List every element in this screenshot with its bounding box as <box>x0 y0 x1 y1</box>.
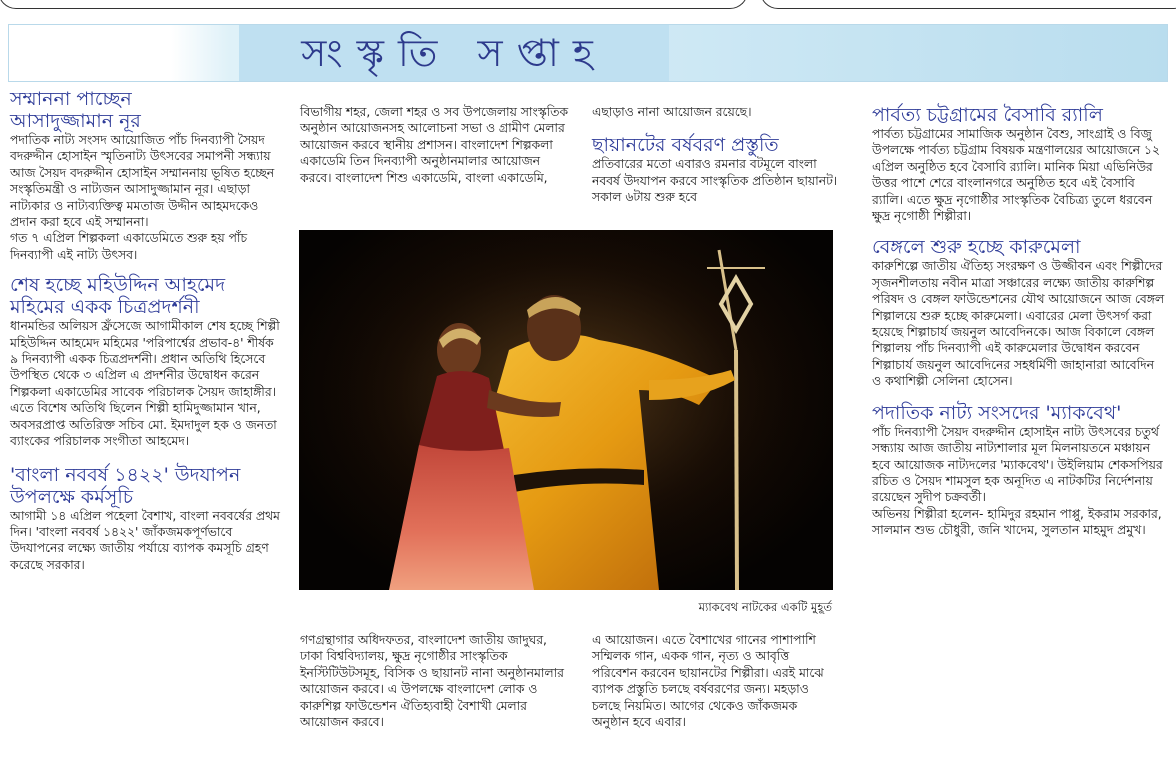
column-1 <box>10 88 280 573</box>
headline-nur-line1: সম্মাননা পাচ্ছেন <box>10 88 132 110</box>
article-nur-body: পদাতিক নাট্য সংসদ আয়োজিত পাঁচ দিনব্যাপী সৈয়দ বদরুদ্দীন হোসাইন স্মৃতিনাট্য উৎসবের সমাপনী সন্ধ্যায় আজ সৈয়দ বদরুদ্দীন হোসাইন সম্মাননায় ভূষিত হচ্ছেন সংস্কৃতিমন্ত্রী ও নাট্যজন আসাদুজ্জামান নূর। এছাড়া নাট্যকার ও নাট্যব্যক্তিত্ব মমতাজ উদ্দীন আহমদকেও প্রদান করা হবে এই সম্মাননা। <box>10 133 275 230</box>
headline-mohim-line1: শেষ হচ্ছে মহিউদ্দিন আহমেদ <box>10 274 226 297</box>
macbeth-stage-illustration <box>299 230 833 590</box>
article-continuation-misc: এছাড়াও নানা আয়োজন রয়েছে। <box>592 105 752 119</box>
column-2-top <box>300 104 572 186</box>
article-continuation-bottom: গণগ্রন্থাগার অধিদফতর, বাংলাদেশ জাতীয় জাদুঘর, ঢাকা বিশ্ববিদ্যালয়, ক্ষুদ্র নৃগোষ্ঠীর সাংস্কৃতিক ইনস্টিটিউটসমূহ, বিসিক ও ছায়ানট নানা অনুষ্ঠানমালার আয়োজন করবে। এ উপলক্ষে বাংলাদেশ লোক ও কারুশিল্প ফাউন্ডেশন ঐতিহ্যবাহী বৈশাখী মেলার আয়োজন করবে। <box>300 633 564 730</box>
article-chhayanaut-body: প্রতিবারের মতো এবারও রমনার বটমূলে বাংলা নববর্ষ উদযাপন করবে সাংস্কৃতিক প্রতিষ্ঠান ছায়ানট। সকাল ৬টায় শুরু হবে <box>592 157 838 205</box>
top-frame-left <box>0 0 748 9</box>
article-continuation-top: বিভাগীয় শহর, জেলা শহর ও সব উপজেলায় সাংস্কৃতিক অনুষ্ঠান আয়োজনসহ আলোচনা সভা ও গ্রামীণ মেলার আয়োজন করবে স্থানীয় প্রশাসন। বাংলাদেশ শিল্পকলা একাডেমি তিন দিনব্যাপী অনুষ্ঠানমালার আয়োজন করবে। বাংলাদেশ শিশু একাডেমি, বাংলা একাডেমি, <box>300 105 568 185</box>
column-3-top <box>592 104 842 206</box>
article-boisabi-body: পার্বত্য চট্টগ্রামের সামাজিক অনুষ্ঠান বৈশু, সাংগ্রাই ও বিজু উপলক্ষে পার্বত্য চট্টগ্রাম বিষয়ক মন্ত্রণালয়ের আয়োজনে ১২ এপ্রিল অনুষ্ঠিত হবে বৈসাবি র‍্যালি। মানিক মিয়া এভিনিউর উত্তর পাশে শেরে বাংলানগরে অনুষ্ঠিত হবে এই বৈসাবি র‍্যালি। এতে ক্ষুদ্র নৃগোষ্ঠীর সাংস্কৃতিক বৈচিত্র্য তুলে ধরবেন ক্ষুদ্র নৃগোষ্ঠী শিল্পীরা। <box>872 127 1160 224</box>
article-noboborsho-body: আগামী ১৪ এপ্রিল পহেলা বৈশাখ, বাংলা নববর্ষের প্রথম দিন। 'বাংলা নববর্ষ ১৪২২' জাঁকজমকপূর্ণভাবে উদযাপনের লক্ষ্যে জাতীয় পর্যায়ে ব্যাপক কমসূচি গ্রহণ করেছে সরকার। <box>10 508 280 572</box>
macbeth-photo <box>299 230 833 590</box>
column-4 <box>872 104 1166 539</box>
column-3-bottom <box>592 632 832 730</box>
article-nur-body-2: গত ৭ এপ্রিল শিল্পকলা একাডেমিতে শুরু হয় পাঁচ দিনব্যাপী এই নাট্য উৎসব। <box>10 231 248 262</box>
top-frame-right <box>760 0 1176 9</box>
section-title: সংস্কৃতি সপ্তাহ <box>301 31 607 75</box>
article-karumela-body: কারুশিল্পে জাতীয় ঐতিহ্য সংরক্ষণ ও উজ্জীবন এবং শিল্পীদের সৃজনশীলতায় নবীন মাত্রা সঞ্চারের লক্ষ্যে জাতীয় কারুশিল্প পরিষদ ও বেঙ্গল ফাউন্ডেশনের যৌথ আয়োজনে আজ বেঙ্গল শিল্পালয়ে শুরু হচ্ছে কারুমেলা। এবারের মেলা উৎসর্গ করা হয়েছে শিল্পাচার্য জয়নুল আবেদিনকে। আজ বিকালে বেঙ্গল শিল্পালয় পাঁচ দিনব্যাপী এই কারুমেলার উদ্বোধন করবেন শিল্পাচার্য জয়নুল আবেদিনের সহধর্মিণী জাহানারা আবেদিন ও কথাশিল্পী সেলিনা হোসেন। <box>872 259 1165 389</box>
headline-karumela: বেঙ্গলে শুরু হচ্ছে কারুমেলা <box>872 236 1081 259</box>
headline-nur-line2: আসাদুজ্জামান নূর <box>10 110 141 132</box>
article-macbeth-body: পাঁচ দিনব্যাপী সৈয়দ বদরুদ্দীন হোসাইন নাট্য উৎসবের চতুর্থ সন্ধ্যায় আজ জাতীয় নাট্যশালার মূল মিলনায়তনে মঞ্চায়ন হবে আয়োজক নাট্যদলের 'ম্যাকবেথ'। উইলিয়াম শেকসপিয়র রচিত ও সৈয়দ শামসুল হক অনূদিত এ নাটকটির নির্দেশনায় রয়েছেন সুদীপ চক্রবর্তী। <box>872 424 1163 505</box>
headline-boisabi: পার্বত্য চট্টগ্রামের বৈসাবি র‍্যালি <box>872 104 1103 126</box>
headline-noboborsho-line2: উপলক্ষে কর্মসূচি <box>10 485 134 508</box>
headline-mohim-line2: মহিমের একক চিত্রপ্রদর্শনী <box>10 296 200 319</box>
article-chhayanaut-continuation: এ আয়োজন। এতে বৈশাখের গানের পাশাপাশি সম্মিলক গান, একক গান, নৃত্য ও আবৃত্তি পরিবেশন করবেন ছায়ানটের শিল্পীরা। এরই মাঝে ব্যাপক প্রস্তুতি চলছে বর্ষবরণের জন্য। মহড়াও চলছে নিয়মিত। আগের থেকেও জাঁকজমক অনুষ্ঠান হবে এবার। <box>592 633 824 730</box>
headline-chhayanaut: ছায়ানটের বর্ষবরণ প্রস্তুতি <box>592 134 779 157</box>
headline-macbeth: পদাতিক নাট্য সংসদের 'ম্যাকবেথ' <box>872 401 1122 424</box>
article-macbeth-cast: অভিনয় শিল্পীরা হলেন- হামিদুর রহমান পাপ্পু, ইকরাম সরকার, সালমান শুভ চৌধুরী, জনি খাদেম, সুলতান মাহমুদ প্রমুখ। <box>872 506 1162 538</box>
article-mohim-body: ধানমন্ডির অলিয়স ফ্রঁসেজে আগামীকাল শেষ হচ্ছে শিল্পী মহিউদ্দিন আহমেদ মহিমের 'পরিপার্শ্বের প্রভাব-৪' শীর্ষক ৯ দিনব্যাপী একক চিত্রপ্রদর্শনী। প্রধান অতিথি হিসেবে উপস্থিত থেকে ৩ এপ্রিল এ প্রদর্শনীর উদ্বোধন করেন শিল্পকলা একাডেমির সাবেক পরিচালক সৈয়দ জাহাঙ্গীর। এতে বিশেষ অতিথি ছিলেন শিল্পী হামিদুজ্জামান খান, অবসরপ্রাপ্ত অতিরিক্ত সচিব মো. ইমদাদুল হক ও জনতা ব্যাংকের পরিচালক সংগীতা আহমেদ। <box>10 319 280 449</box>
section-banner <box>8 24 1168 82</box>
photo-caption: ম্যাকবেথ নাটকের একটি মুহূর্ত <box>698 600 832 614</box>
column-2-bottom <box>300 632 572 730</box>
headline-noboborsho-line1: 'বাংলা নববর্ষ ১৪২২' উদযাপন <box>10 463 241 486</box>
